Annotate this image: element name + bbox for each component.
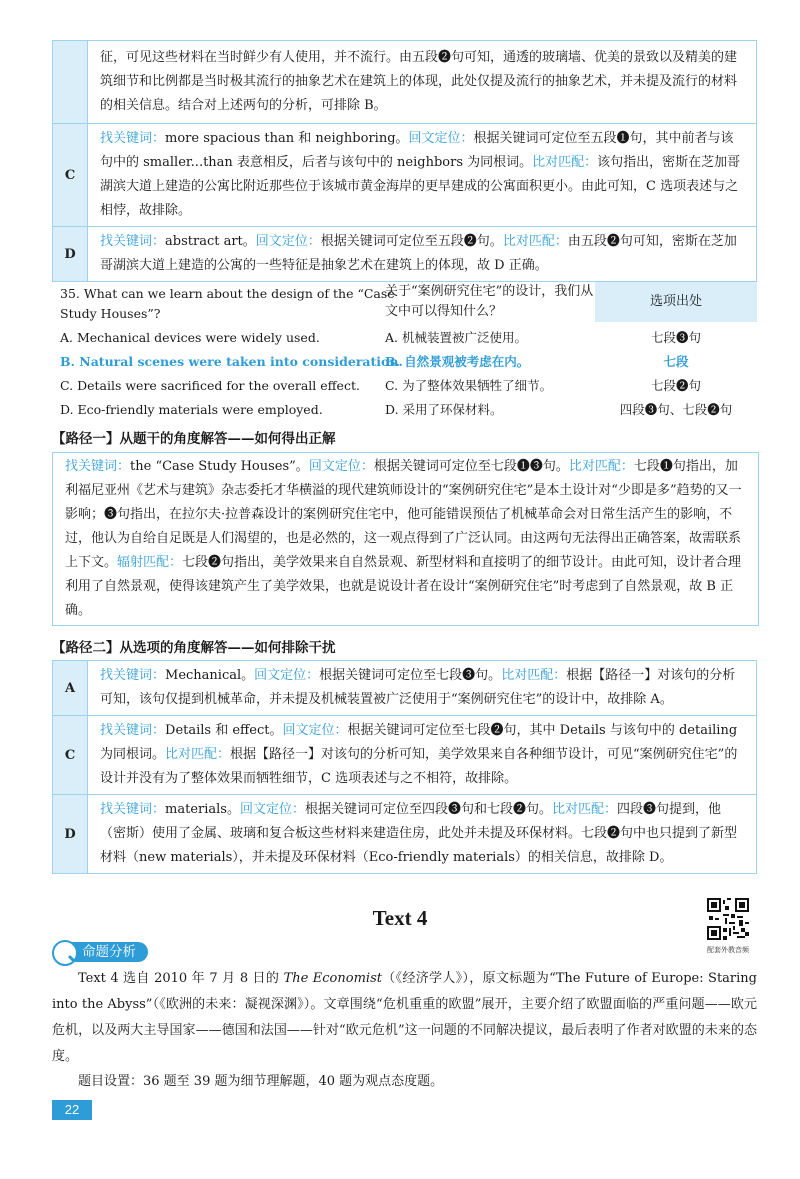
match-label: 比对匹配： bbox=[568, 459, 634, 474]
option-row-c bbox=[52, 374, 757, 398]
table-row bbox=[53, 124, 757, 227]
option-cn: C. 为了整体效果牺牲了细节。 bbox=[385, 378, 553, 393]
source-publication: The Economist bbox=[283, 971, 382, 986]
match-label: 比对匹配： bbox=[502, 234, 568, 249]
table-row bbox=[53, 41, 757, 124]
analysis-text: more spacious than 和 neighboring。 bbox=[165, 131, 409, 146]
analysis-text: 七段❶句指出，加利福尼亚州《艺术与建筑》杂志委托才华横溢的现代建筑师设计的“案例研究住宅”是本土设计对“少即是多”趋势的又一影响；❸句指出，在拉尔夫·拉普森设计的案例研究住宅中，他可能错误预估了机械革命会对日常生活产生的影响，不过，他认为自给自足既是人们渴望的，也是必然的，这一观点得到了广泛认同。由这两句无法得出正确答案，故需联系上下文。 bbox=[65, 459, 742, 570]
analysis-text: 征，可见这些材料在当时鲜少有人使用，并不流行。由五段❷句可知，通透的玻璃墙、优美的景致以及精美的建筑细节和比例都是当时极其流行的抽象艺术在建筑上的体现，此处仅提及流行的抽象艺术，并未提及流行的材料的相关信息。结合对上述两句的分析，可排除 B。 bbox=[100, 50, 738, 113]
locate-label: 回文定位： bbox=[282, 723, 348, 738]
section-label: 命题分析 bbox=[68, 942, 148, 962]
locate-label: 回文定位： bbox=[408, 131, 474, 146]
analysis-text: 该句指出，密斯在芝加哥湖滨大道上建造的公寓比附近那些位于该城市黄金海岸的更早建成的公寓面积更小。由此可知，C 选项表述与之相悖，故排除。 bbox=[100, 155, 741, 218]
analysis-text: 根据【路径一】对该句的分析可知，美学效果来自各种细节设计，可见“案例研究住宅”的设计并没有为了整体效果而牺牲细节，C 选项表述与之不相符，故排除。 bbox=[100, 747, 738, 786]
option-b-analysis bbox=[88, 41, 757, 124]
match-label: 比对匹配： bbox=[532, 155, 598, 170]
question-setting: 题目设置：36 题至 39 题为细节理解题，40 题为观点态度题。 bbox=[78, 1074, 444, 1089]
analysis-text: materials。 bbox=[165, 802, 240, 817]
option-source: 七段 bbox=[663, 354, 689, 369]
path2-heading: 【路径二】从选项的角度解答——如何排除干扰 bbox=[52, 640, 336, 656]
analysis-text: Details 和 effect。 bbox=[165, 723, 283, 738]
keyword-label: 找关键词： bbox=[65, 459, 131, 474]
locate-label: 回文定位： bbox=[255, 234, 321, 249]
option-c-analysis bbox=[88, 716, 757, 795]
table-row bbox=[53, 661, 757, 716]
option-source: 四段❸句、七段❷句 bbox=[619, 402, 733, 417]
keyword-label: 找关键词： bbox=[100, 668, 166, 683]
analysis-text: 由五段❷句可知，密斯在芝加哥湖滨大道上建造的公寓的一些特征是抽象艺术在建筑上的体现，故 D 正确。 bbox=[100, 234, 737, 273]
qr-code-icon[interactable] bbox=[707, 898, 749, 940]
keyword-label: 找关键词： bbox=[100, 131, 166, 146]
keyword-label: 找关键词： bbox=[100, 802, 166, 817]
table-row bbox=[53, 716, 757, 795]
question-stem-cn: 关于“案例研究住宅”的设计，我们从文中可以得知什么？ bbox=[385, 284, 594, 319]
match-label: 比对匹配： bbox=[552, 802, 618, 817]
option-cn: D. 采用了环保材料。 bbox=[385, 402, 503, 417]
option-row-a bbox=[52, 326, 757, 350]
qr-caption: 配套外教音频 bbox=[707, 946, 749, 954]
option-en: A. Mechanical devices were widely used. bbox=[60, 330, 320, 345]
analysis-text: 根据关键词可定位至七段❷句，其中 Details 与该句中的 detailing 为同根词。 bbox=[100, 723, 738, 762]
analysis-text: 根据关键词可定位至四段❸句和七段❷句。 bbox=[304, 802, 552, 817]
option-label: D bbox=[53, 227, 88, 282]
intro-text: （《经济学人》），原文标题为“The Future of Europe: Staring into the Abyss”（《欧洲的未来：凝视深渊》）。文章围绕“危机重重的欧盟”展开，主要介绍了欧盟面临的严重问题——欧元危机，以及两大主导国家——德国和法国——针对“欧元危机”这一问题的不同解决提议，最后表明了作者对欧盟的未来的态度。 bbox=[52, 971, 757, 1064]
analysis-text: Mechanical。 bbox=[165, 668, 255, 683]
locate-label: 回文定位： bbox=[254, 668, 320, 683]
match-label: 比对匹配： bbox=[165, 747, 231, 762]
locate-label: 回文定位： bbox=[308, 459, 374, 474]
option-d-analysis bbox=[88, 227, 757, 282]
option-c-analysis bbox=[88, 124, 757, 227]
path1-box bbox=[52, 452, 759, 626]
keyword-label: 找关键词： bbox=[100, 234, 166, 249]
option-source: 七段❸句 bbox=[650, 330, 701, 345]
option-cn: A. 机械装置被广泛使用。 bbox=[385, 330, 527, 345]
option-en: C. Details were sacrificed for the overall effect. bbox=[60, 378, 360, 393]
analysis-text: 根据【路径一】对该句的分析可知，该句仅提到机械革命，并未提及机械装置被广泛使用于“案例研究住宅”的设计中，故排除 A。 bbox=[100, 668, 736, 707]
magnifier-icon bbox=[52, 940, 78, 966]
analysis-text: 七段❷句指出，美学效果来自自然景观、新型材料和直接明了的细节设计。由此可知，设计者合理利用了自然景观，使得该建筑产生了美学效果，也就是说设计者在设计“案例研究住宅”时考虑到了自然景观，故 B 正确。 bbox=[65, 555, 742, 618]
locate-label: 回文定位： bbox=[239, 802, 305, 817]
intro-paragraph bbox=[52, 966, 757, 1070]
option-a-analysis bbox=[88, 661, 757, 716]
analysis-text: 根据关键词可定位至五段❶句，其中前者与该句中的 smaller...than 表意相反，后者与该句中的 neighbors 为同根词。 bbox=[100, 131, 734, 170]
option-cn: B. 自然景观被考虑在内。 bbox=[385, 354, 530, 369]
path2-options-table bbox=[52, 660, 757, 874]
intro-text: Text 4 选自 2010 年 7 月 8 日的 bbox=[78, 971, 284, 986]
option-label: A bbox=[53, 661, 88, 716]
analysis-text: 根据关键词可定位至五段❷句。 bbox=[320, 234, 503, 249]
source-header: 选项出处 bbox=[595, 282, 757, 322]
table-row bbox=[53, 227, 757, 282]
keyword-label: 找关键词： bbox=[100, 723, 166, 738]
option-d-analysis bbox=[88, 795, 757, 874]
match-label: 比对匹配： bbox=[501, 668, 567, 683]
option-row-d bbox=[52, 398, 757, 422]
radiate-match-label: 辐射匹配： bbox=[117, 555, 183, 570]
option-label: C bbox=[53, 716, 88, 795]
path1-heading: 【路径一】从题干的角度解答——如何得出正解 bbox=[52, 431, 336, 447]
option-row-b-answer bbox=[52, 350, 757, 374]
analysis-text: 四段❸句提到，他（密斯）使用了金属、玻璃和复合板这些材料来建造住房，此处并未提及环保材料。七段❷句中也只提到了新型材料（new materials），并未提及环保材料（Eco-friendly materials）的相关信息，故排除 D。 bbox=[100, 802, 738, 865]
analysis-text: 根据关键词可定位至七段❶❸句。 bbox=[373, 459, 569, 474]
option-source: 七段❷句 bbox=[650, 378, 701, 393]
option-en: D. Eco-friendly materials were employed. bbox=[60, 402, 323, 417]
option-en: B. Natural scenes were taken into consideration. bbox=[60, 354, 403, 369]
question-stem-en: 35. What can we learn about the design of the “Case Study Houses”? bbox=[60, 286, 395, 321]
option-label: C bbox=[53, 124, 88, 227]
analysis-text: the “Case Study Houses”。 bbox=[130, 459, 309, 474]
prev-question-options-table bbox=[52, 40, 757, 282]
text4-title: Text 4 bbox=[372, 906, 428, 930]
option-label: D bbox=[53, 795, 88, 874]
option-label-b-cont bbox=[53, 41, 88, 124]
analysis-text: 根据关键词可定位至七段❸句。 bbox=[319, 668, 502, 683]
question-35 bbox=[52, 280, 757, 420]
analysis-text: abstract art。 bbox=[165, 234, 256, 249]
page-number: 22 bbox=[52, 1100, 92, 1120]
table-row bbox=[53, 795, 757, 874]
